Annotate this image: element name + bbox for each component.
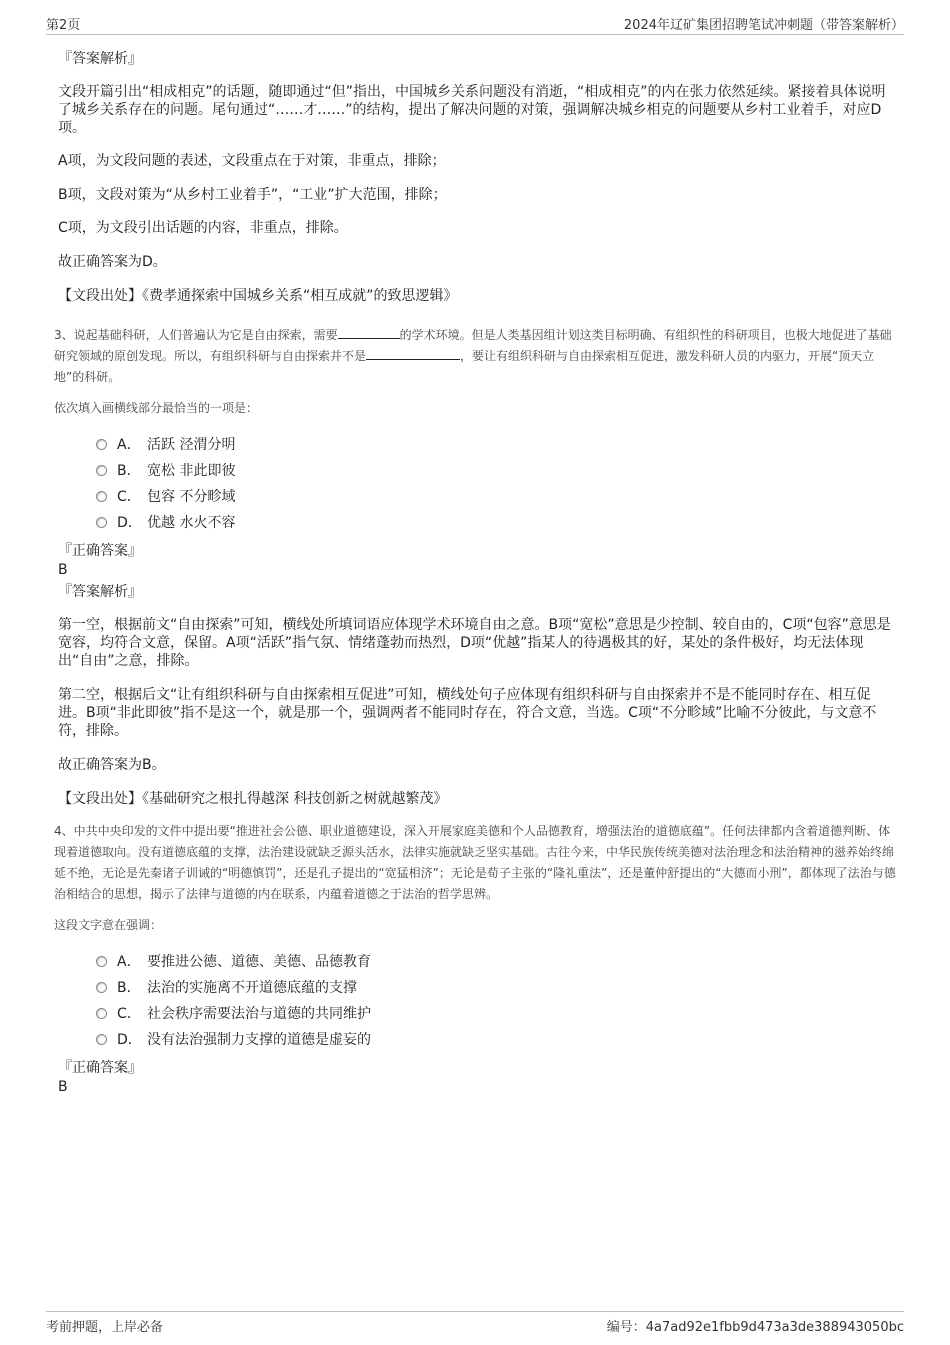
q4-stem: 4、中共中央印发的文件中提出要“推进社会公德、职业道德建设，深入开展家庭美德和个人品德教育，增强法治的道德底蕴”。任何法律都内含着道德判断、体现着道德取向。没有道德底蕴的支撑，法治建设就缺乏源头活水，法律实施就缺乏坚实基础。古往今来，中华民族传统美德对法治理念和法治精神的滋养始终绵延不绝，无论是先秦诸子训诫的“明德慎罚”，还是孔子提出的“宽猛相济”；无论是荀子主张的“隆礼重法”，还是董仲舒提出的“大德而小刑”，都体现了法治与德治相结合的思想，揭示了法律与道德的内在联系，内蕴着道德之于法治的哲学思辨。	[54, 824, 896, 901]
radio-icon[interactable]	[96, 1008, 107, 1019]
q2-conclusion: 故正确答案为D。	[58, 254, 167, 270]
option-text: 社会秩序需要法治与道德的共同维护	[147, 1006, 371, 1022]
radio-icon[interactable]	[96, 1034, 107, 1045]
q3-option-c[interactable]	[96, 488, 235, 506]
page-footer	[46, 1311, 904, 1334]
option-key: D．	[117, 1032, 142, 1048]
option-key: B．	[117, 463, 141, 479]
q3-answer-heading: 『正确答案』	[58, 543, 142, 559]
option-text: 包容 不分畛域	[147, 489, 236, 505]
q3-stem-part-1: 3、说起基础科研，人们普遍认为它是自由探索，需要	[54, 328, 338, 342]
q3-question: 依次填入画横线部分最恰当的一项是：	[54, 401, 259, 415]
q3-answer: B	[58, 562, 68, 578]
option-key: B．	[117, 980, 141, 996]
footer-code: 编号：4a7ad92e1fbb9d473a3de388943050bc	[606, 1320, 904, 1335]
q3-analysis-heading: 『答案解析』	[58, 584, 142, 600]
radio-icon[interactable]	[96, 491, 107, 502]
option-text: 宽松 非此即彼	[147, 463, 236, 479]
q2-analysis-option-a: A项，为文段问题的表述，文段重点在于对策，非重点，排除；	[58, 153, 446, 169]
option-text: 要推进公德、道德、美德、品德教育	[147, 954, 371, 970]
q4-option-a[interactable]	[96, 953, 371, 971]
option-text: 法治的实施离不开道德底蕴的支撑	[147, 980, 357, 996]
q3-stem-part-2: 的学术环境。但是人类基因组计划这类目标明确、有组织性的科研项目，也极大地促进了基础研究领域的原创发现。所以，有组织科研与自由探索并不是	[54, 328, 892, 363]
q2-source: 【文段出处】《费孝通探索中国城乡关系“相互成就”的致思逻辑》	[58, 288, 458, 304]
option-text: 优越 水火不容	[147, 515, 236, 531]
radio-icon[interactable]	[96, 517, 107, 528]
radio-icon[interactable]	[96, 465, 107, 476]
q4-answer-heading: 『正确答案』	[58, 1060, 142, 1076]
q4-option-d[interactable]	[96, 1031, 371, 1049]
q4-option-c[interactable]	[96, 1005, 371, 1023]
q3-option-b[interactable]	[96, 462, 235, 480]
page-header	[46, 14, 904, 35]
page-number: 第2页	[46, 18, 81, 33]
document-title: 2024年辽矿集团招聘笔试冲刺题（带答案解析）	[623, 18, 904, 33]
option-key: A．	[117, 954, 141, 970]
q2-analysis-heading: 『答案解析』	[58, 51, 142, 67]
radio-icon[interactable]	[96, 956, 107, 967]
q3-stem	[54, 325, 896, 388]
q3-blank-2	[366, 347, 460, 360]
q3-option-a[interactable]	[96, 436, 235, 454]
q2-analysis-option-c: C项，为文段引出话题的内容，非重点，排除。	[58, 220, 348, 236]
option-key: A．	[117, 437, 141, 453]
q4-option-b[interactable]	[96, 979, 357, 997]
option-text: 活跃 泾渭分明	[147, 437, 236, 453]
radio-icon[interactable]	[96, 982, 107, 993]
option-key: C．	[117, 489, 141, 505]
q3-conclusion: 故正确答案为B。	[58, 757, 166, 773]
q3-analysis-p1: 第一空，根据前文“自由探索”可知，横线处所填词语应体现学术环境自由之意。B项“宽松”意思是少控制、较自由的，C项“包容”意思是宽容，均符合文意，保留。A项“活跃”指气氛、情绪蓬勃而热烈，D项“优越”指某人的待遇极其的好，某处的条件极好，均无法体现出“自由”之意，排除。	[58, 617, 891, 669]
q2-analysis-paragraph: 文段开篇引出“相成相克”的话题，随即通过“但”指出，中国城乡关系问题没有消逝，“相成相克”的内在张力依然延续。紧接着具体说明了城乡关系存在的问题。尾句通过“……才……”的结构，提出了解决问题的对策，强调解决城乡相克的问题要从乡村工业着手，对应D项。	[58, 84, 886, 136]
option-key: D．	[117, 515, 142, 531]
q3-option-d[interactable]	[96, 514, 235, 532]
option-key: C．	[117, 1006, 141, 1022]
option-text: 没有法治强制力支撑的道德是虚妄的	[147, 1032, 371, 1048]
q3-blank-1	[338, 326, 400, 339]
footer-slogan: 考前押题，上岸必备	[46, 1320, 164, 1335]
q3-source: 【文段出处】《基础研究之根扎得越深 科技创新之树就越繁茂》	[58, 791, 448, 807]
q3-stem-part-3: ，要让有组织科研与自由探索相互促进，激发科研人员的内驱力，开展“顶天立地”的科研。	[54, 349, 875, 384]
q3-analysis-p2: 第二空，根据后文“让有组织科研与自由探索相互促进”可知，横线处句子应体现有组织科研与自由探索并不是不能同时存在、相互促进。B项“非此即彼”指不是这一个，就是那一个，强调两者不能同时存在，符合文意，当选。C项“不分畛域”比喻不分彼此，与文意不符，排除。	[58, 687, 877, 739]
q2-analysis-option-b: B项，文段对策为“从乡村工业着手”，“工业”扩大范围，排除；	[58, 187, 447, 203]
q4-question: 这段文字意在强调：	[54, 918, 163, 932]
radio-icon[interactable]	[96, 439, 107, 450]
q4-answer: B	[58, 1079, 68, 1095]
